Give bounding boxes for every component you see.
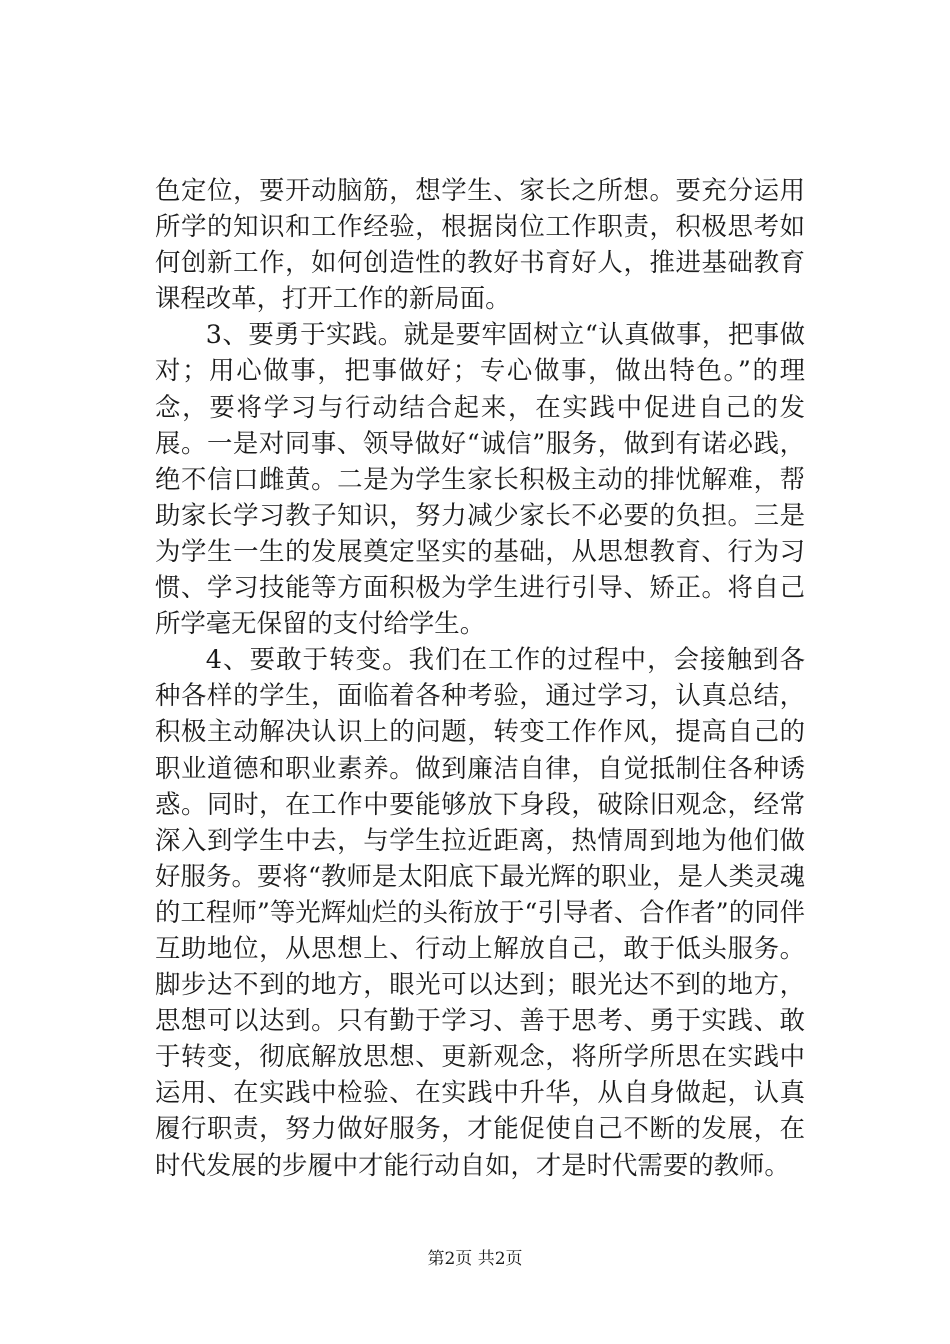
paragraph-2: 3、要勇于实践。就是要牢固树立“认真做事，把事做对；用心做事，把事做好；专心做事，做出特色。”的理念，要将学习与行动结合起来，在实践中促进自己的发展。一是对同事、领导做好“诚信”服务，做到有诺必践，绝不信口雌黄。二是为学生家长积极主动的排忧解难，帮助家长学习教子知识，努力减少家长不必要的负担。三是为学生一生的发展奠定坚实的基础，从思想教育、行为习惯、学习技能等方面积极为学生进行引导、矫正。将自己所学毫无保留的支付给学生。 — [155, 319, 805, 639]
paragraph-3: 4、要敢于转变。我们在工作的过程中，会接触到各种各样的学生，面临着各种考验，通过学习，认真总结，积极主动解决认识上的问题，转变工作作风，提高自己的职业道德和职业素养。做到廉洁自律，自觉抵制住各种诱惑。同时，在工作中要能够放下身段，破除旧观念，经常深入到学生中去，与学生拉近距离，热情周到地为他们做好服务。要将“教师是太阳底下最光辉的职业，是人类灵魂的工程师”等光辉灿烂的头衔放于“引导者、合作者”的同伴互助地位，从思想上、行动上解放自己，敢于低头服务。脚步达不到的地方，眼光可以达到；眼光达不到的地方，思想可以达到。只有勤于学习、善于思考、勇于实践、敢于转变，彻底解放思想、更新观念，将所学所思在实践中运用、在实践中检验、在实践中升华，从自身做起，认真履行职责，努力做好服务，才能促使自己不断的发展，在时代发展的步履中才能行动自如，才是时代需要的教师。 — [155, 644, 805, 1180]
document-body — [155, 172, 805, 1183]
page-number-footer: 第2页 共2页 — [427, 1249, 523, 1269]
paragraph-1: 色定位，要开动脑筋，想学生、家长之所想。要充分运用所学的知识和工作经验，根据岗位工作职责，积极思考如何创新工作，如何创造性的教好书育好人，推进基础教育课程改革，打开工作的新局面。 — [155, 175, 805, 314]
